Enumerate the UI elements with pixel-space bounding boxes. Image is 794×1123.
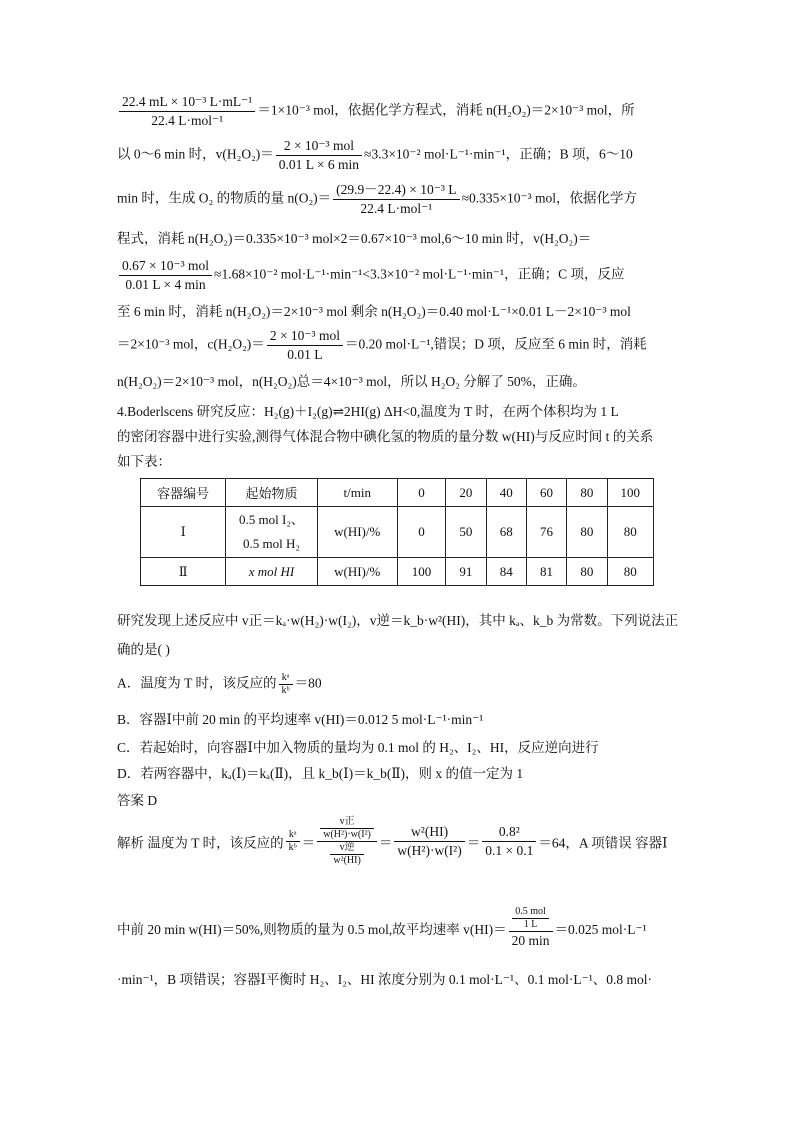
compound-fraction: $\frac{\frac{\text{v正}}{\text{w(H²)·w(I²)}}}{\frac{\text{v逆}}{\text{w²(HI)}}}$ (317, 816, 377, 867)
question-4-text-1: 研究发现上述反应中 v正＝kₐ·w(H₂)·w(I₂)，v逆＝k_b·w²(HI)，其中 kₐ、k_b 为常数。下列说法正 (117, 613, 679, 628)
calc-line-8: n(H₂O₂)＝2×10⁻³ mol，n(H₂O₂)总＝4×10⁻³ mol，所以 H₂O₂ 分解了 50%，正确。 (117, 374, 586, 389)
table-header-row (141, 479, 654, 507)
table-cell: 81 (526, 558, 566, 586)
fraction: $\frac{\text{2 × 10⁻³ mol}}{0.01 L}$ (267, 327, 343, 364)
table-header: 100 (607, 479, 653, 507)
table-header: 20 (446, 479, 486, 507)
fraction: $\frac{\text{kᵃ}}{\text{kᵇ}}$ (279, 672, 293, 697)
table-header: 40 (486, 479, 526, 507)
table-cell: 0 (397, 507, 445, 558)
calc-line-1: $\frac{\text{22.4 mL × 10⁻³ L·mL⁻¹}}{\text{22.4 L·mol⁻¹}}$ ＝1×10⁻³ mol，依据化学方程式，消耗 n(H₂O₂)＝2×10⁻³ mol，所 (117, 93, 677, 130)
fraction: $\frac{\text{(29.9－22.4) × 10⁻³ L}}{\text{22.4 L·mol⁻¹}}$ (333, 181, 459, 218)
data-table (140, 478, 654, 586)
table-cell: 76 (526, 507, 566, 558)
analysis-line-3: ·min⁻¹，B 项错误；容器Ⅰ平衡时 H₂、I₂、HI 浓度分别为 0.1 mol·L⁻¹、0.1 mol·L⁻¹、0.8 mol· (117, 972, 652, 987)
table-cell: 80 (607, 558, 653, 586)
fraction: $\frac{\text{kᵃ}}{\text{kᵇ}}$ (286, 829, 300, 854)
fraction: $\frac{\text{0.67 × 10⁻³ mol}}{0.01 L \times 4 \min}$ (119, 257, 212, 294)
fraction: $\frac{\text{0.8²}}{0.1 \times 0.1}$ (482, 823, 536, 860)
calc-line-2: 以 0～6 min 时，v(H₂O₂)＝ $\frac{\text{2 × 10⁻³ mol}}{0.01 L \times 6 \min}$ ≈3.3×10⁻² mol·L⁻¹·min⁻¹，正确；B 项，6～10 (117, 138, 633, 172)
calc-line-7: ＝2×10⁻³ mol，c(H₂O₂)＝ $\frac{\text{2 × 10⁻³ mol}}{0.01 L}$ ＝0.20 mol·L⁻¹,错误；D 项，反应至 6 min 时，消耗 (117, 328, 647, 362)
table-cell: Ⅱ (141, 558, 226, 586)
fraction: $\frac{\text{22.4 mL × 10⁻³ L·mL⁻¹}}{\text{22.4 L·mol⁻¹}}$ (119, 93, 255, 130)
fraction: $\frac{\text{w²(HI)}}{\text{w(H²)·w(I²)}}$ (394, 823, 464, 860)
option-b: B．容器Ⅰ中前 20 min 的平均速率 v(HI)＝0.012 5 mol·L⁻¹·min⁻¹ (117, 712, 484, 727)
analysis-line-2: 中前 20 min w(HI)＝50%,则物质的量为 0.5 mol,故平均速率 v(HI)＝ $\frac{\frac{\text{0.5 mol}}{1 L}}{20 \min}$ ＝0.025 mol·L⁻¹ (117, 906, 647, 948)
table-header: 60 (526, 479, 566, 507)
table-cell: 50 (446, 507, 486, 558)
table-cell: w(HI)/% (317, 558, 397, 586)
analysis-line-1: 解析 温度为 T 时，该反应的 $\frac{\text{kᵃ}}{\text{kᵇ}}$ ＝ $\frac{\frac{\text{v正}}{\text{w(H²)·w(I²)}}}{\frac{\text{v逆}}{\text{w²(HI)}}}$ ＝ $\frac{\text{w²(HI)}}{\text{w(H²)·w(I²)}}$ ＝ $\frac{\text{0.8²}}{0.1 \times 0.1}$ ＝64，A 项错误 容器Ⅰ (117, 816, 668, 866)
option-c: C．若起始时，向容器Ⅰ中加入物质的量均为 0.1 mol 的 H₂、I₂、HI，反应逆向进行 (117, 740, 599, 755)
question-4-text-2: 确的是( ) (117, 642, 170, 657)
table-cell: 100 (397, 558, 445, 586)
question-4-line-3: 如下表： (117, 454, 171, 469)
table-cell: 68 (486, 507, 526, 558)
fraction: $\frac{\text{2 × 10⁻³ mol}}{0.01 L \times 6 \min}$ (276, 137, 362, 174)
table-header: 80 (567, 479, 607, 507)
table-header: 起始物质 (226, 479, 317, 507)
option-a: A．温度为 T 时，该反应的 $\frac{\text{kᵃ}}{\text{kᵇ}}$ ＝80 (117, 672, 322, 696)
calc-line-3: min 时，生成 O₂ 的物质的量 n(O₂)＝ $\frac{\text{(29.9－22.4) × 10⁻³ L}}{\text{22.4 L·mol⁻¹}}$ ≈0.335×10⁻³ mol，依据化学方 (117, 182, 638, 216)
table-cell: x mol HI (226, 558, 317, 586)
table-header: t/min (317, 479, 397, 507)
table-cell: 80 (607, 507, 653, 558)
table-cell: Ⅰ (141, 507, 226, 558)
question-4-line-2: 的密闭容器中进行实验,测得气体混合物中碘化氢的物质的量分数 w(HI)与反应时间 t 的关系 (117, 429, 654, 444)
table-cell: w(HI)/% (317, 507, 397, 558)
table-cell: 91 (446, 558, 486, 586)
option-d: D．若两容器中，kₐ(Ⅰ)＝kₐ(Ⅱ)，且 k_b(Ⅰ)＝k_b(Ⅱ)，则 x 的值一定为 1 (117, 766, 524, 781)
calc-line-4: 程式，消耗 n(H₂O₂)＝0.335×10⁻³ mol×2＝0.67×10⁻³ mol,6～10 min 时，v(H₂O₂)＝ (117, 231, 592, 246)
table-cell: 80 (567, 507, 607, 558)
table-cell: 0.5 mol I₂、 0.5 mol H₂ (226, 507, 317, 558)
compound-fraction: $\frac{\frac{\text{0.5 mol}}{1 L}}{20 \min}$ (509, 906, 553, 950)
table-header: 容器编号 (141, 479, 226, 507)
table-cell: 84 (486, 558, 526, 586)
table-header: 0 (397, 479, 445, 507)
calc-line-5: $\frac{\text{0.67 × 10⁻³ mol}}{0.01 L \times 4 \min}$ ≈1.68×10⁻² mol·L⁻¹·min⁻¹<3.3×10⁻² mol·L⁻¹·min⁻¹，正确；C 项，反应 (117, 257, 677, 294)
table-row (141, 507, 654, 558)
answer: 答案 D (117, 793, 158, 808)
question-4-line-1: 4.Boderlscens 研究反应：H₂(g)＋I₂(g)⇌2HI(g) ΔH<0,温度为 T 时，在两个体积均为 1 L (117, 404, 619, 419)
table-row (141, 558, 654, 586)
table-cell: 80 (567, 558, 607, 586)
calc-line-6: 至 6 min 时，消耗 n(H₂O₂)＝2×10⁻³ mol 剩余 n(H₂O₂)＝0.40 mol·L⁻¹×0.01 L－2×10⁻³ mol (117, 304, 631, 319)
